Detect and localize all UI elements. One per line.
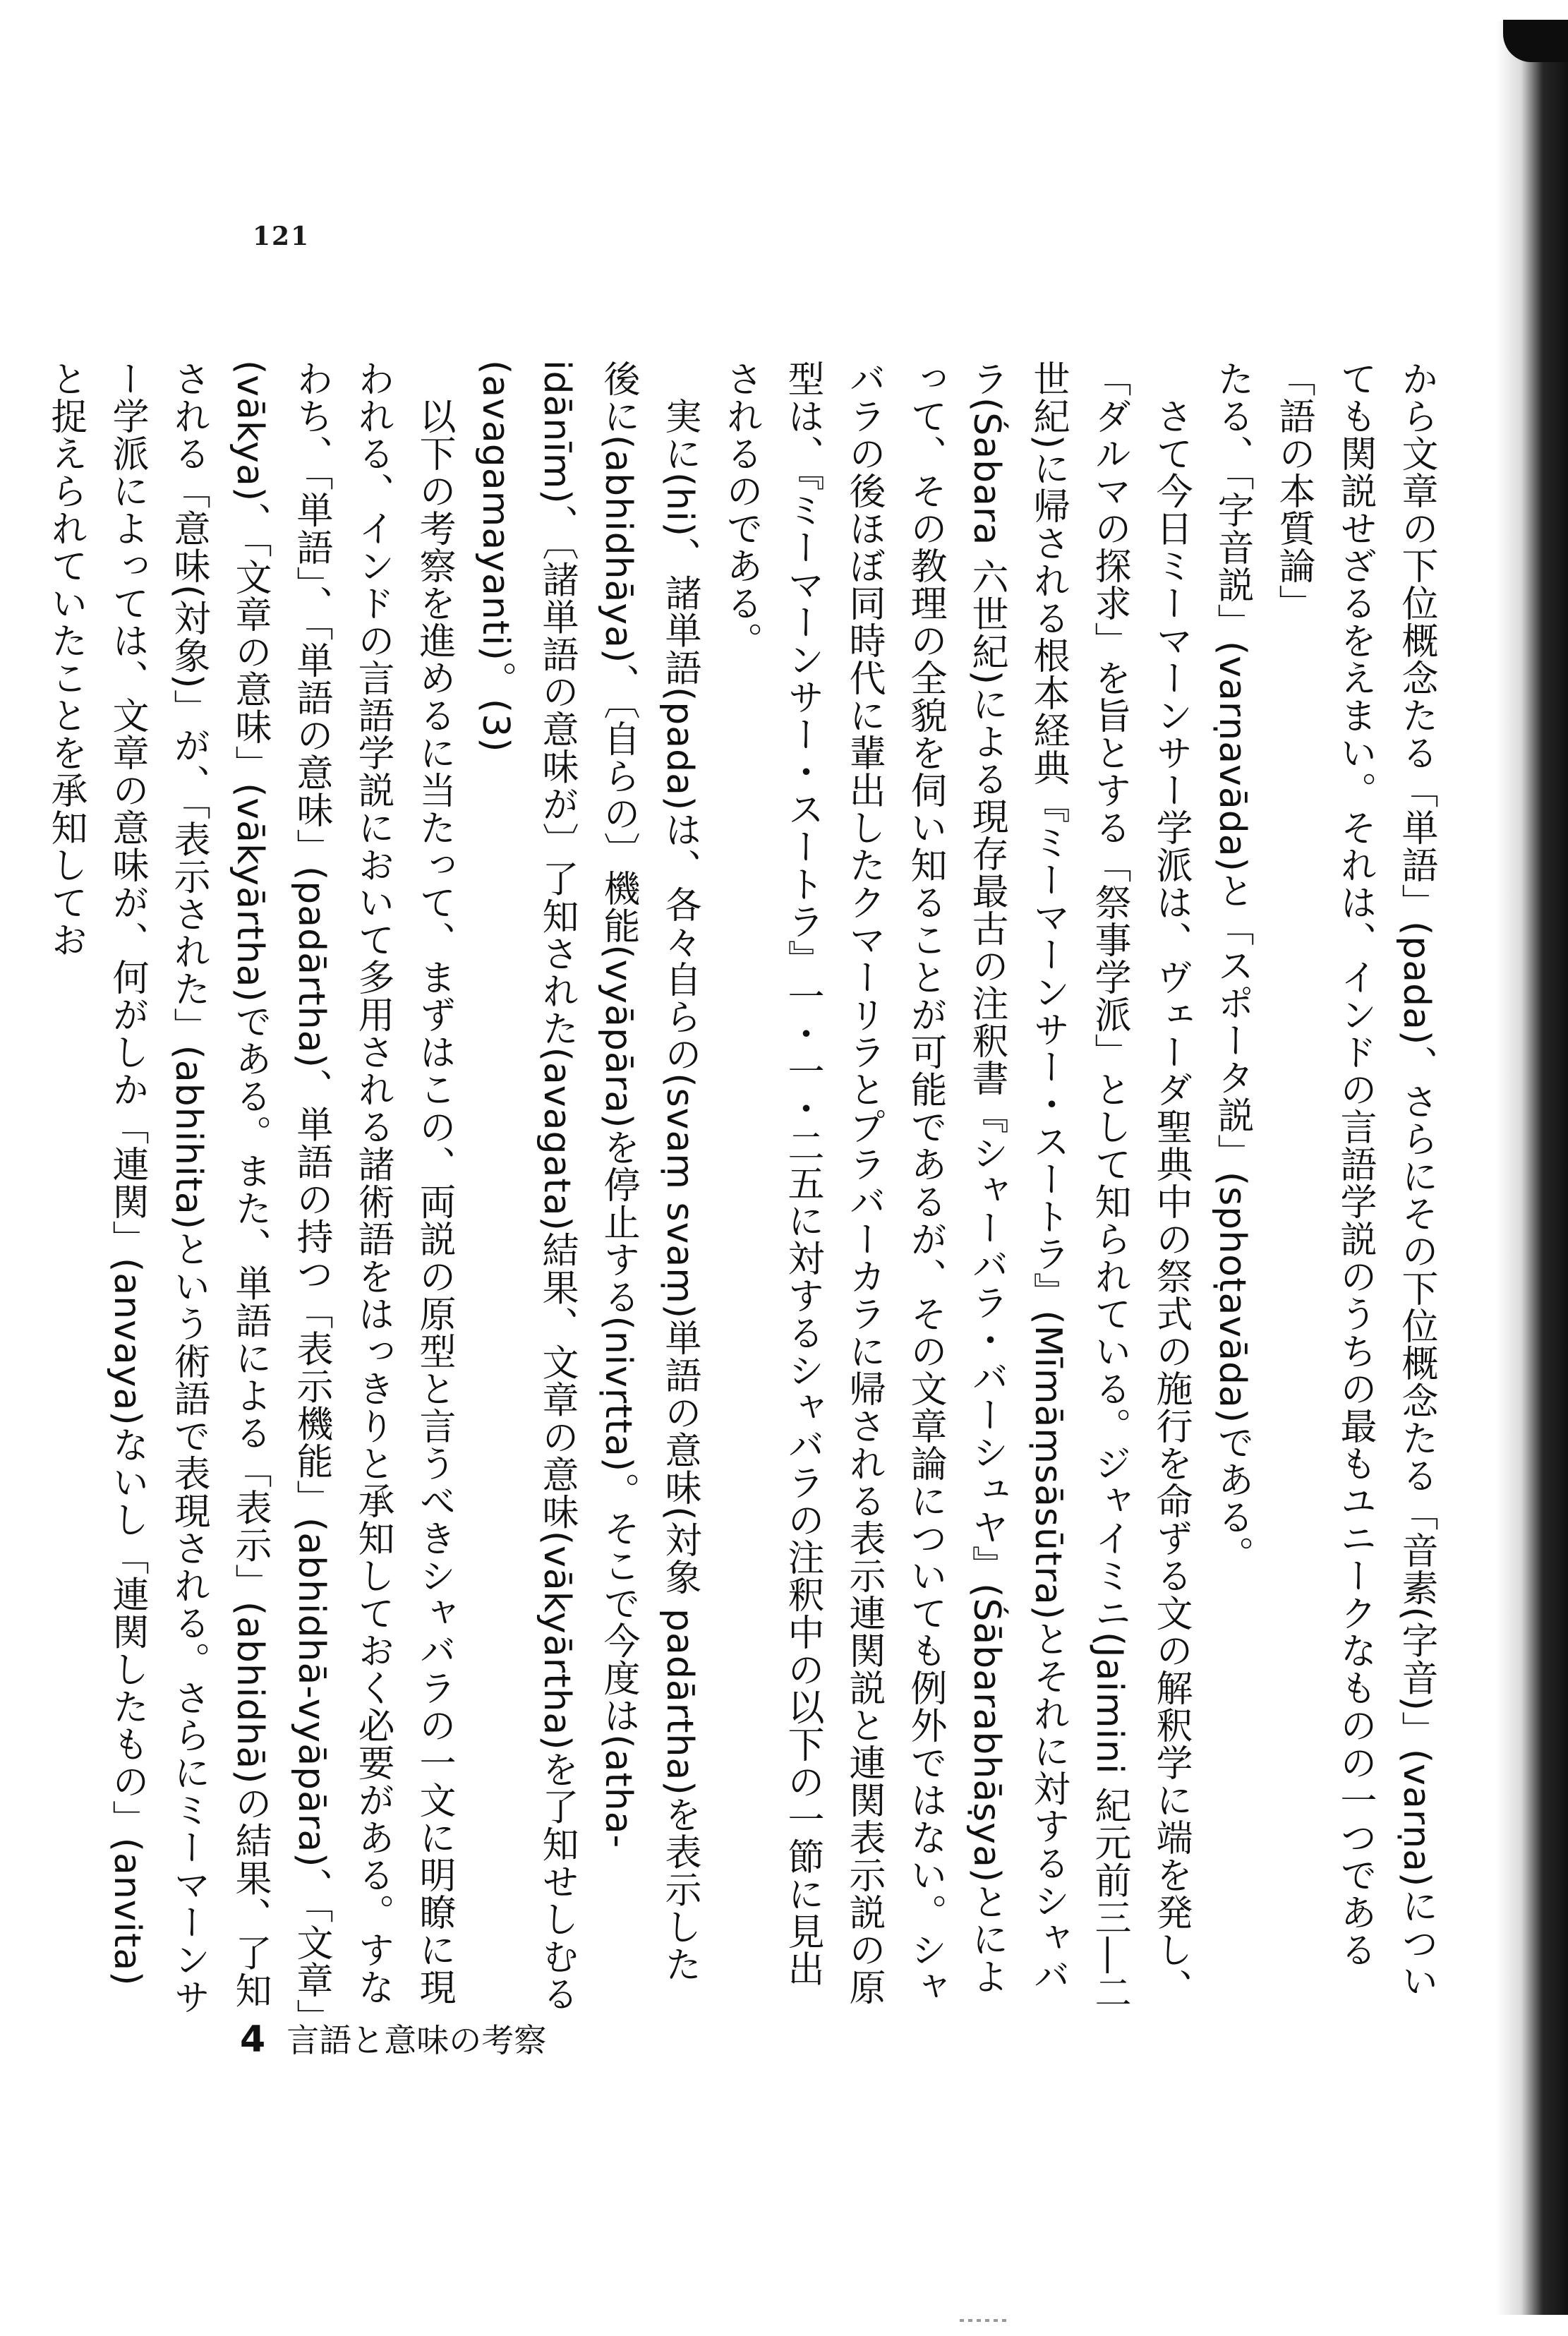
chapter-title: 言語と意味の考察 (287, 2021, 547, 2059)
page-number: 121 (253, 222, 310, 251)
binding-shadow (1496, 21, 1568, 2315)
quotation-paragraph: 実に(hi)、諸単語(pada)は、各々自らの(svaṃ svaṃ)単語の意味(対象 padārtha)を表示した後に(abhidhāya)、〔自らの〕機能(vyāpāra)を停止する(nivṛtta)。そこで今度は(atha-idānīm)、〔諸単語の意味が〕了知された(avagata)結果、文章の意味(vākyārtha)を了知せしむる(avagamayanti)。(3) (474, 360, 701, 2013)
paragraph: さて今日ミーマーンサー学派は、ヴェーダ聖典中の祭式の施行を命ずる文の解釈学に端を発し、「ダルマの探求」を旨とする「祭事学派」として知られている。ジャイミニ(Jaimini 紀元前三―二世紀)に帰される根本経典『ミーマーンサー・スートラ』(Mīmāṃsāsūtra)とそれに対するシャバラ(Śabara 六世紀)による現存最古の注釈書『シャーバラ・バーシュヤ』(Śābarabhāṣya)とによって、その教理の全貌を伺い知ることが可能であるが、その文章論についても例外ではない。シャバラの後ほぼ同時代に輩出したクマーリラとプラバーカラに帰される表示連関説と連関表示説の原型は、『ミーマーンサー・スートラ』一・一・二五に対するシャバラの注釈中の以下の一節に見出されるのである。 (720, 360, 1192, 2011)
binding-edge (1503, 20, 1568, 62)
scan-artifact (960, 2319, 1009, 2322)
paragraph: 以下の考察を進めるに当たって、まずはこの、両説の原型と言うべきシャバラの一文に明瞭に現われる、インドの言語学説において多用される諸術語をはっきりと承知しておく必要がある。すなわち、「単語」、「単語の意味」(padārtha)、単語の持つ「表示機能」(abhidhā-vyāpāra)、「文章」(vākya)、「文章の意味」(vākyārtha)である。また、単語による「表示」(abhidhā)の結果、了知される「意味(対象)」が、「表示された」(abhihita)という術語で表現される。さらにミーマーンサー学派によっては、文章の意味が、何がしか「連関」(anvaya)ないし「連関したもの」(anvita)と捉えられていたことを承知してお (44, 360, 455, 2018)
opening-paragraph: から文章の下位概念たる「単語」(pada)、さらにその下位概念たる「音素(字音)」(varṇa)についても関説せざるをえまい。それは、インドの言語学説のうちの最もユニークなものの一つである「語の本質論」 (1272, 360, 1437, 2000)
vertical-text-body (44, 360, 1447, 2018)
running-footer (240, 2015, 546, 2061)
paragraph: たる、「字音説」(varṇavāda)と「スポータ説」(sphoṭavāda)である。 (1211, 360, 1253, 1574)
chapter-number: 4 (240, 2018, 266, 2061)
